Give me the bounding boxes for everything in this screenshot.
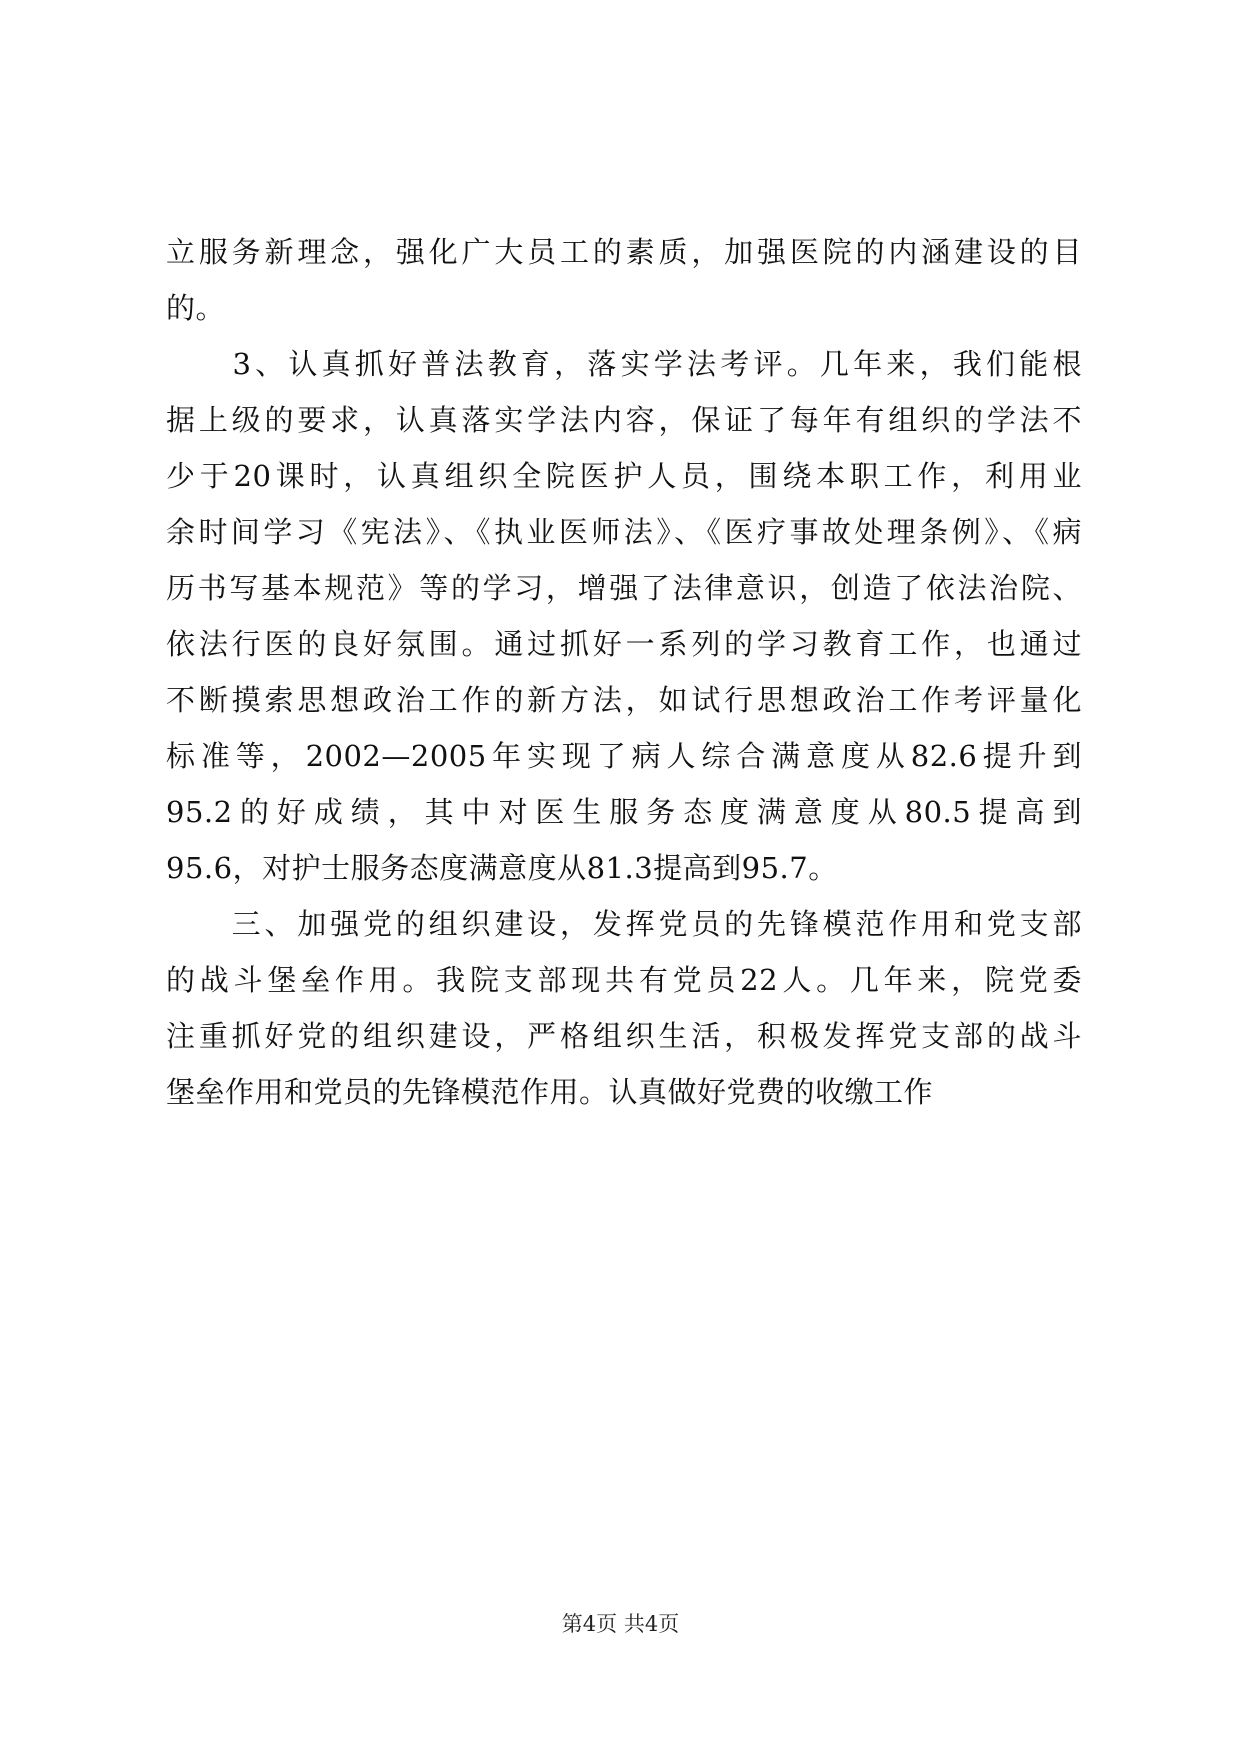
text-line: 依法行医的良好氛围。通过抓好一系列的学习教育工作，也通过 — [166, 627, 1082, 661]
text-line: 的。 — [166, 291, 226, 325]
page-number: 第4页 共4页 — [561, 1612, 680, 1636]
text-line: 少于20课时，认真组织全院医护人员，围绕本职工作，利用业 — [166, 459, 1082, 493]
text-line: 3、认真抓好普法教育，落实学法考评。几年来，我们能根 — [166, 347, 1082, 381]
text-line: 三、加强党的组织建设，发挥党员的先锋模范作用和党支部 — [166, 907, 1082, 941]
text-line: 余时间学习《宪法》、《执业医师法》、《医疗事故处理条例》、《病 — [166, 515, 1082, 549]
text-line: 标准等，2002—2005年实现了病人综合满意度从82.6提升到 — [166, 739, 1082, 773]
text-line: 堡垒作用和党员的先锋模范作用。认真做好党费的收缴工作 — [166, 1075, 934, 1109]
text-line: 历书写基本规范》等的学习，增强了法律意识，创造了依法治院、 — [166, 571, 1082, 605]
text-line: 95.2的好成绩，其中对医生服务态度满意度从80.5提高到 — [166, 795, 1082, 829]
text-line: 的战斗堡垒作用。我院支部现共有党员22人。几年来，院党委 — [166, 963, 1082, 997]
text-line: 不断摸索思想政治工作的新方法，如试行思想政治工作考评量化 — [166, 683, 1082, 717]
text-line: 注重抓好党的组织建设，严格组织生活，积极发挥党支部的战斗 — [166, 1019, 1082, 1053]
text-line: 据上级的要求，认真落实学法内容，保证了每年有组织的学法不 — [166, 403, 1082, 437]
text-line: 95.6，对护士服务态度满意度从81.3提高到95.7。 — [166, 851, 838, 885]
text-line: 立服务新理念，强化广大员工的素质，加强医院的内涵建设的目 — [166, 235, 1082, 269]
